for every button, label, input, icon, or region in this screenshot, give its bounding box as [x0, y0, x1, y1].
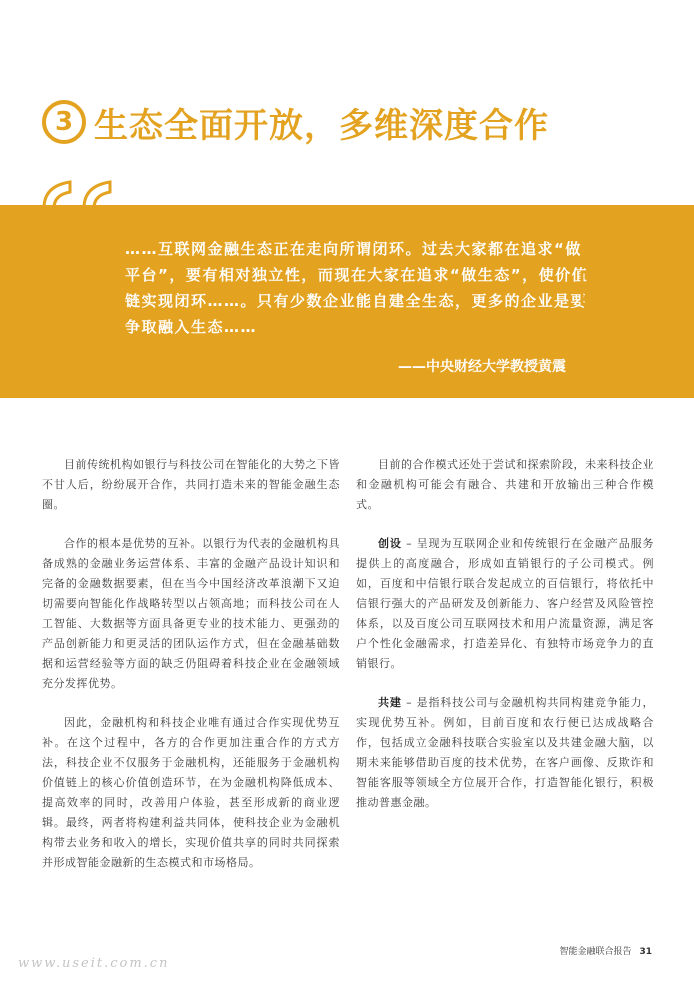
report-name: 智能金融联合报告 — [559, 947, 632, 957]
left-paragraph-2: 合作的根本是优势的互补。以银行为代表的金融机构具备成熟的金融业务运营体系、丰富的金融产品设计知识和完备的金融数据要素，但在当今中国经济改革浪潮下又迫切需要向智能化作战略转型以占领高地；而科技公司在人工智能、大数据等方面具备更专业的技术能力、更强劲的产品创新能力和更灵活的团队运作方式，但在金融基础数据和运营经验等方面的缺乏仍阻碍着科技企业在金融领域充分发挥优势。 — [42, 537, 340, 690]
mode1-text: – 呈现为互联网企业和传统银行在金融产品服务提供上的高度融合，形成如直销银行的子公司模式。例如，百度和中信银行联合发起成立的百信银行，将依托中信银行强大的产品研发及创新能力、客户经营及风险管控体系，以及百度公司互联网技术和用户流量资源，满足客户个性化金融需求，打造差异化、有独特市场竞争力的直销银行。 — [356, 537, 655, 670]
left-column — [42, 455, 340, 892]
right-paragraph-mode1 — [356, 534, 654, 674]
mode1-label: 创设 — [378, 537, 402, 550]
mode2-text: – 是指科技公司与金融机构共同构建竞争能力，实现优势互补。例如，目前百度和农行便已达成战略合作，包括成立金融科技联合实验室以及共建金融大脑，以期未来能够借助百度的技术优势，在客户画像、反欺诈和智能客服等领域全方位展开合作，打造智能化银行，积极推动普惠金融。 — [356, 696, 655, 809]
right-column — [356, 455, 654, 832]
mode2-label: 共建 — [378, 696, 402, 709]
section-number-badge — [42, 100, 86, 144]
section-title: 生态全面开放，多维深度合作 — [94, 105, 549, 146]
page-footer — [559, 944, 652, 957]
page-number: 31 — [639, 947, 652, 957]
watermark: www.useit.com.cn — [18, 956, 170, 971]
left-paragraph-3: 因此，金融机构和科技企业唯有通过合作实现优势互补。在这个过程中，各方的合作更加注重合作的方式方法，科技企业不仅服务于金融机构，还能服务于金融机构价值链上的核心价值创造环节，在为金融机构降低成本、提高效率的同时，改善用户体验，甚至形成新的商业逻辑。最终，两者将构建利益共同体，使科技企业为金融机构带去业务和收入的增长，实现价值共享的同时共同探索并形成智能金融新的生态模式和市场格局。 — [42, 716, 340, 869]
close-quote-icon — [578, 268, 654, 334]
left-paragraph-1: 目前传统机构如银行与科技公司在智能化的大势之下皆不甘人后，纷纷展开合作，共同打造未来的智能金融生态圈。 — [42, 458, 340, 511]
right-paragraph-intro: 目前的合作模式还处于尝试和探索阶段，未来科技企业和金融机构可能会有融合、共建和开放输出三种合作模式。 — [356, 458, 654, 511]
pull-quote-text: ……互联网金融生态正在走向所谓闭环。过去大家都在追求“做平台”，要有相对独立性，而现在大家在追求“做生态”，使价值链实现闭环……。只有少数企业能自建全生态，更多的企业是要争取融入生态…… — [125, 240, 589, 336]
quote-attribution: ——中央财经大学教授黄震 — [398, 359, 566, 375]
open-quote-icon — [40, 178, 116, 244]
right-paragraph-mode2 — [356, 693, 654, 813]
section-number: 3 — [54, 107, 74, 137]
section-heading — [42, 96, 549, 148]
